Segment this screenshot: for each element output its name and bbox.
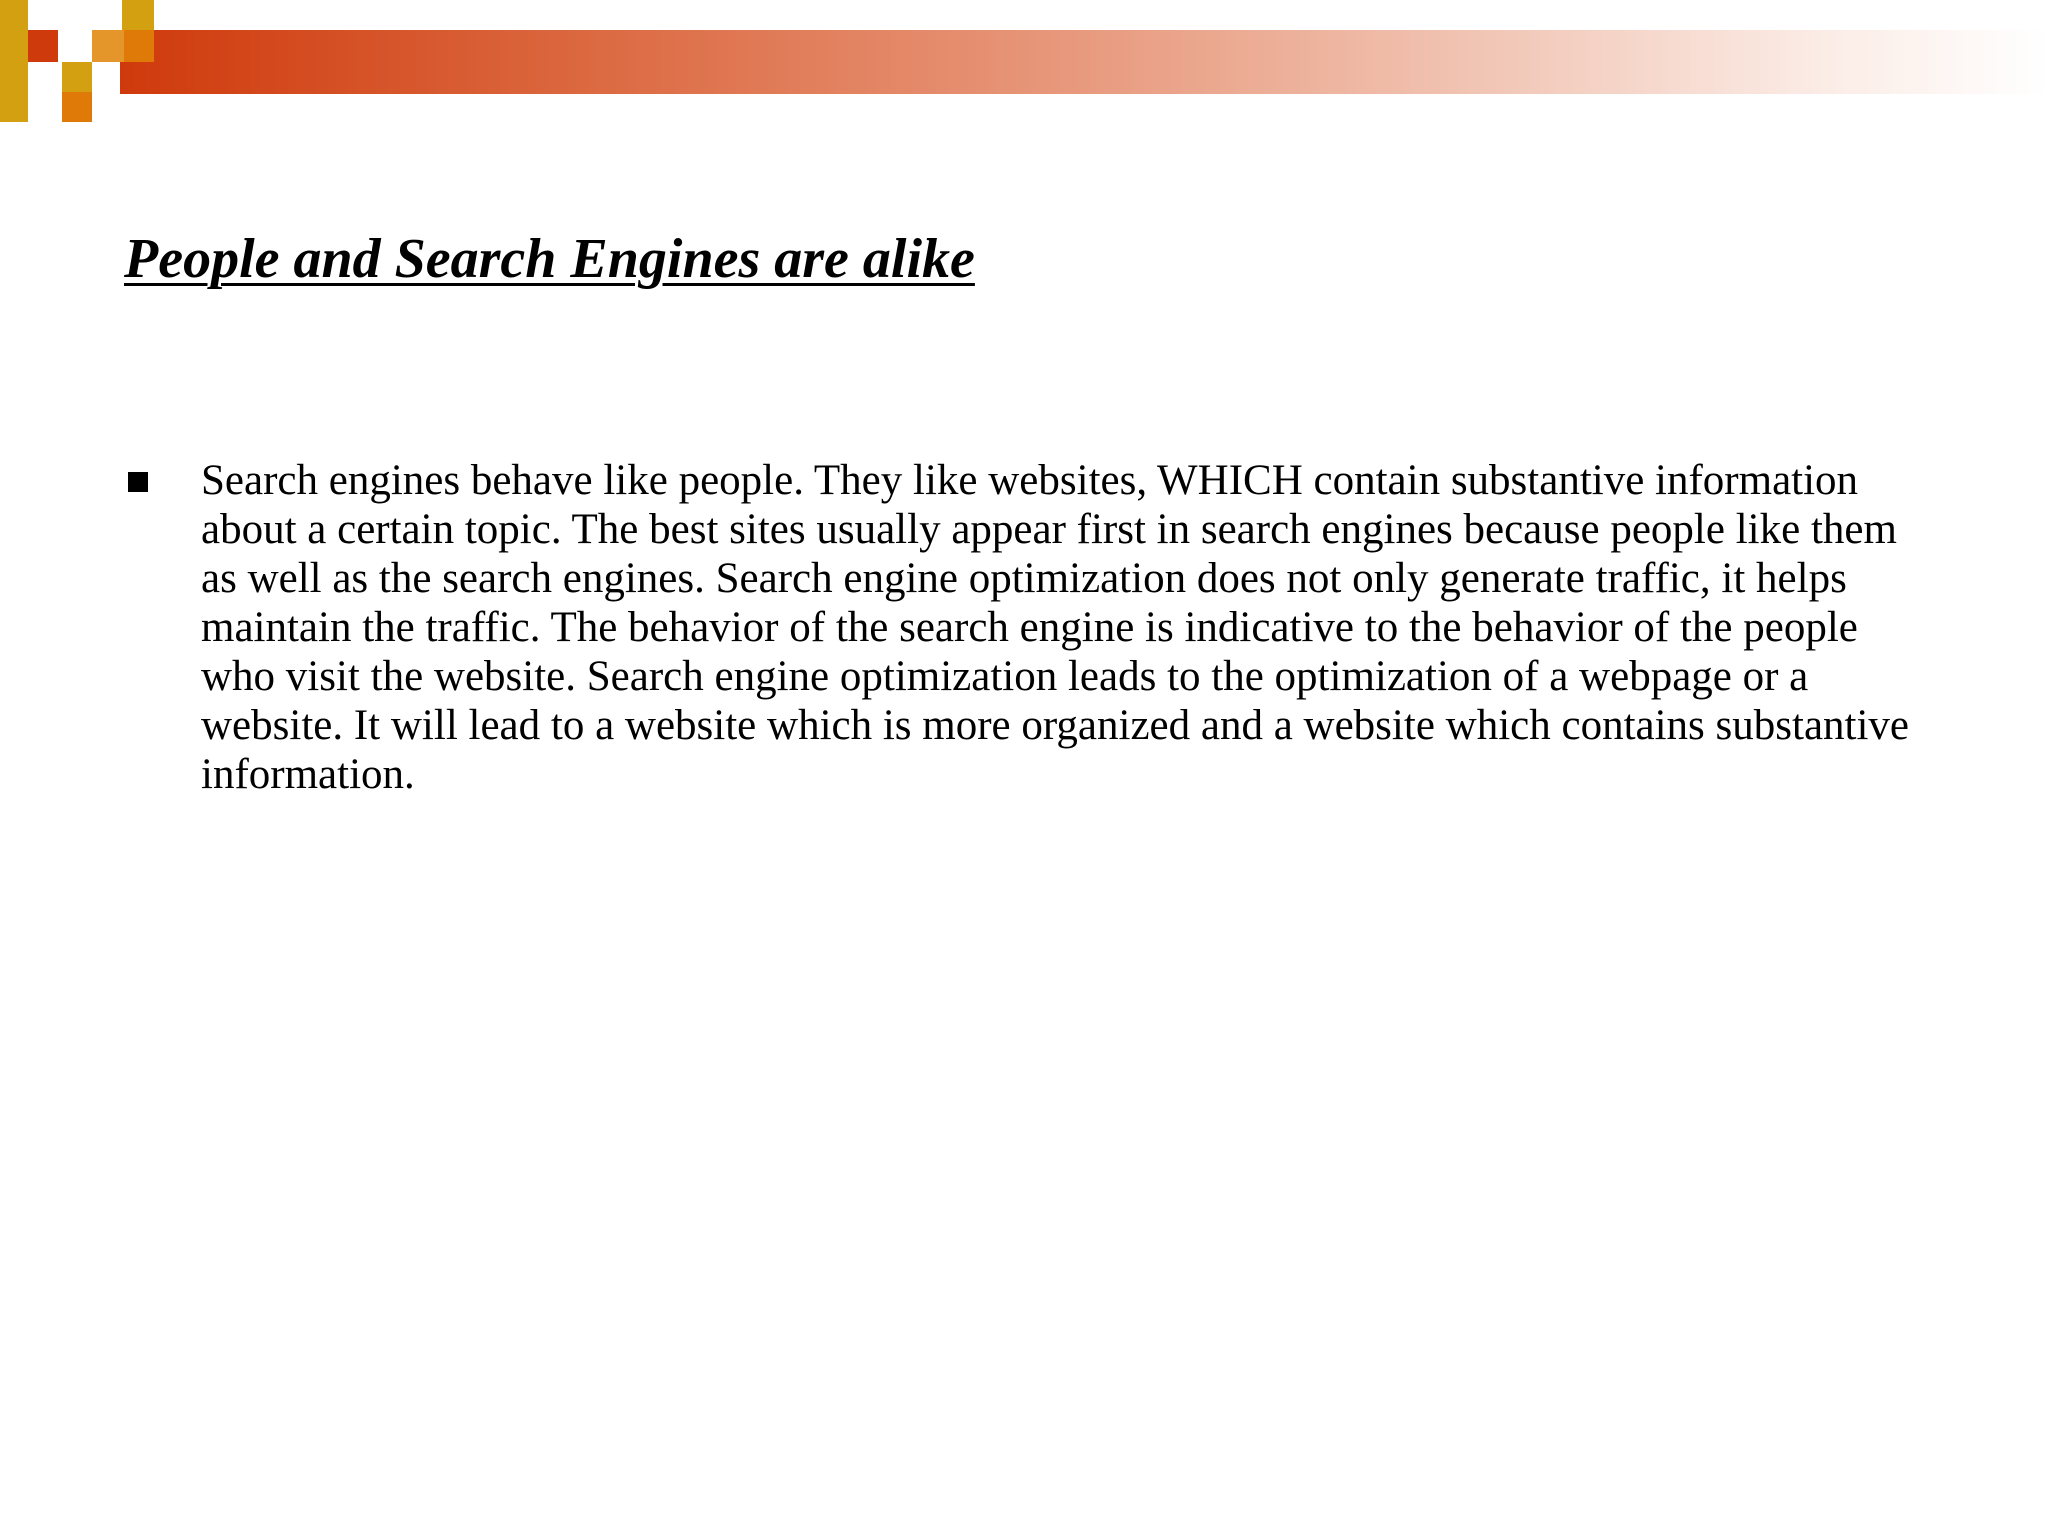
bullet-item — [124, 456, 1944, 799]
square-bullet-icon — [128, 472, 148, 492]
decor-square-orange-right — [124, 30, 154, 62]
decor-square-orange-bottom — [62, 92, 92, 122]
slide-title: People and Search Engines are alike — [124, 228, 975, 290]
decor-square-red — [28, 30, 58, 62]
decor-square-orange-mid — [92, 30, 124, 62]
bullet-text: Search engines behave like people. They like websites, WHICH contain substantive information about a certain topic. The best sites usually appear first in search engines because people like them as well as the search engines. Search engine optimization does not only generate traffic, it helps maintain the traffic. The behavior of the search engine is indicative to the behavior of the people who visit the website. Search engine optimization leads to the optimization of a webpage or a website. It will lead to a website which is more organized and a website which contains substantive information. — [201, 457, 1910, 798]
bullet-list — [124, 456, 1944, 799]
header-gradient-bar — [120, 30, 2048, 94]
decor-square-gold-bottom — [62, 62, 92, 92]
decor-square-gold-left — [0, 0, 28, 122]
decor-square-gold-top — [122, 0, 154, 30]
header-decoration — [0, 0, 2048, 130]
